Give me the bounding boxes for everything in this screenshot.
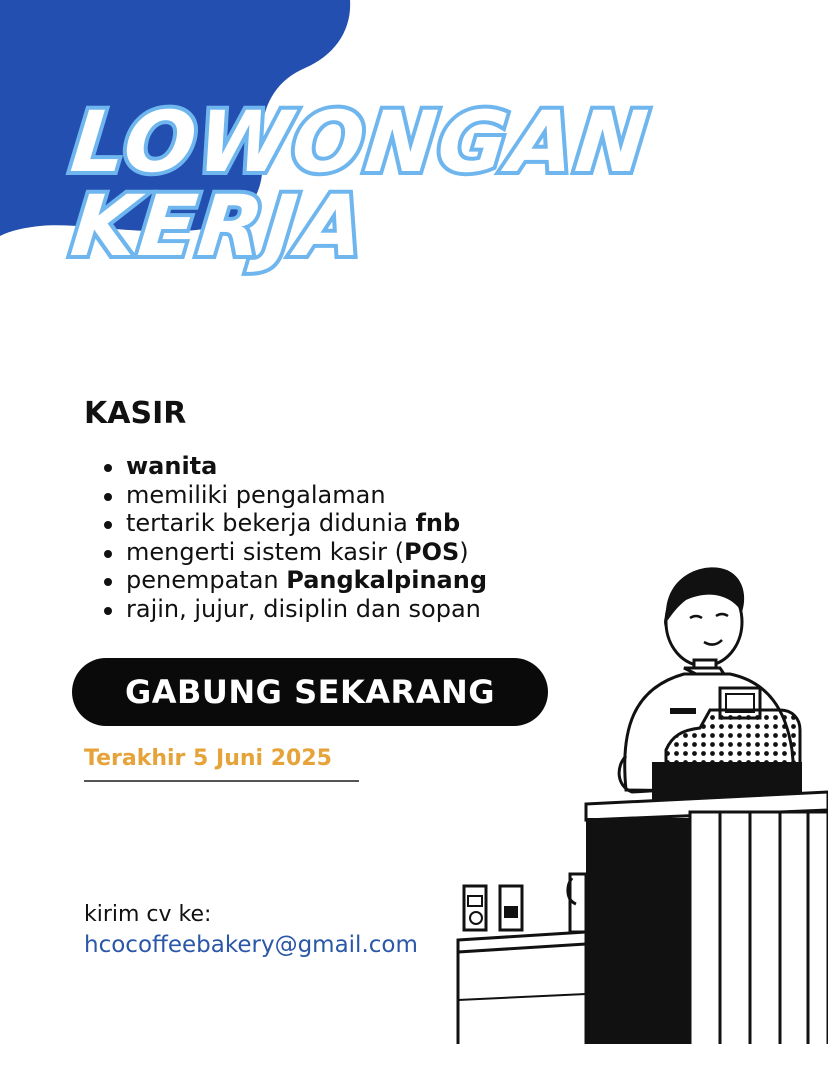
headline-line-2: KERJA: [66, 177, 371, 275]
cashier-illustration: [420, 560, 828, 1070]
join-now-button[interactable]: GABUNG SEKARANG: [72, 658, 548, 726]
requirement-item: wanita: [104, 452, 487, 481]
requirement-item: tertarik bekerja didunia fnb: [104, 509, 487, 538]
deadline-underline: [84, 780, 359, 782]
headline-line-1: LOWONGAN: [66, 93, 654, 191]
bottom-strip: [0, 1044, 828, 1070]
requirement-item: memiliki pengalaman: [104, 481, 487, 510]
job-title: KASIR: [84, 396, 187, 431]
email-link[interactable]: hcocoffeebakery@gmail.com: [84, 932, 418, 958]
deadline-text: Terakhir 5 Juni 2025: [84, 746, 332, 771]
send-cv-label: kirim cv ke:: [84, 902, 212, 927]
requirement-item: mengerti sistem kasir (POS): [104, 538, 487, 567]
headline: [66, 93, 654, 275]
requirement-item: rajin, jujur, disiplin dan sopan: [104, 595, 487, 624]
requirement-item: penempatan Pangkalpinang: [104, 566, 487, 595]
